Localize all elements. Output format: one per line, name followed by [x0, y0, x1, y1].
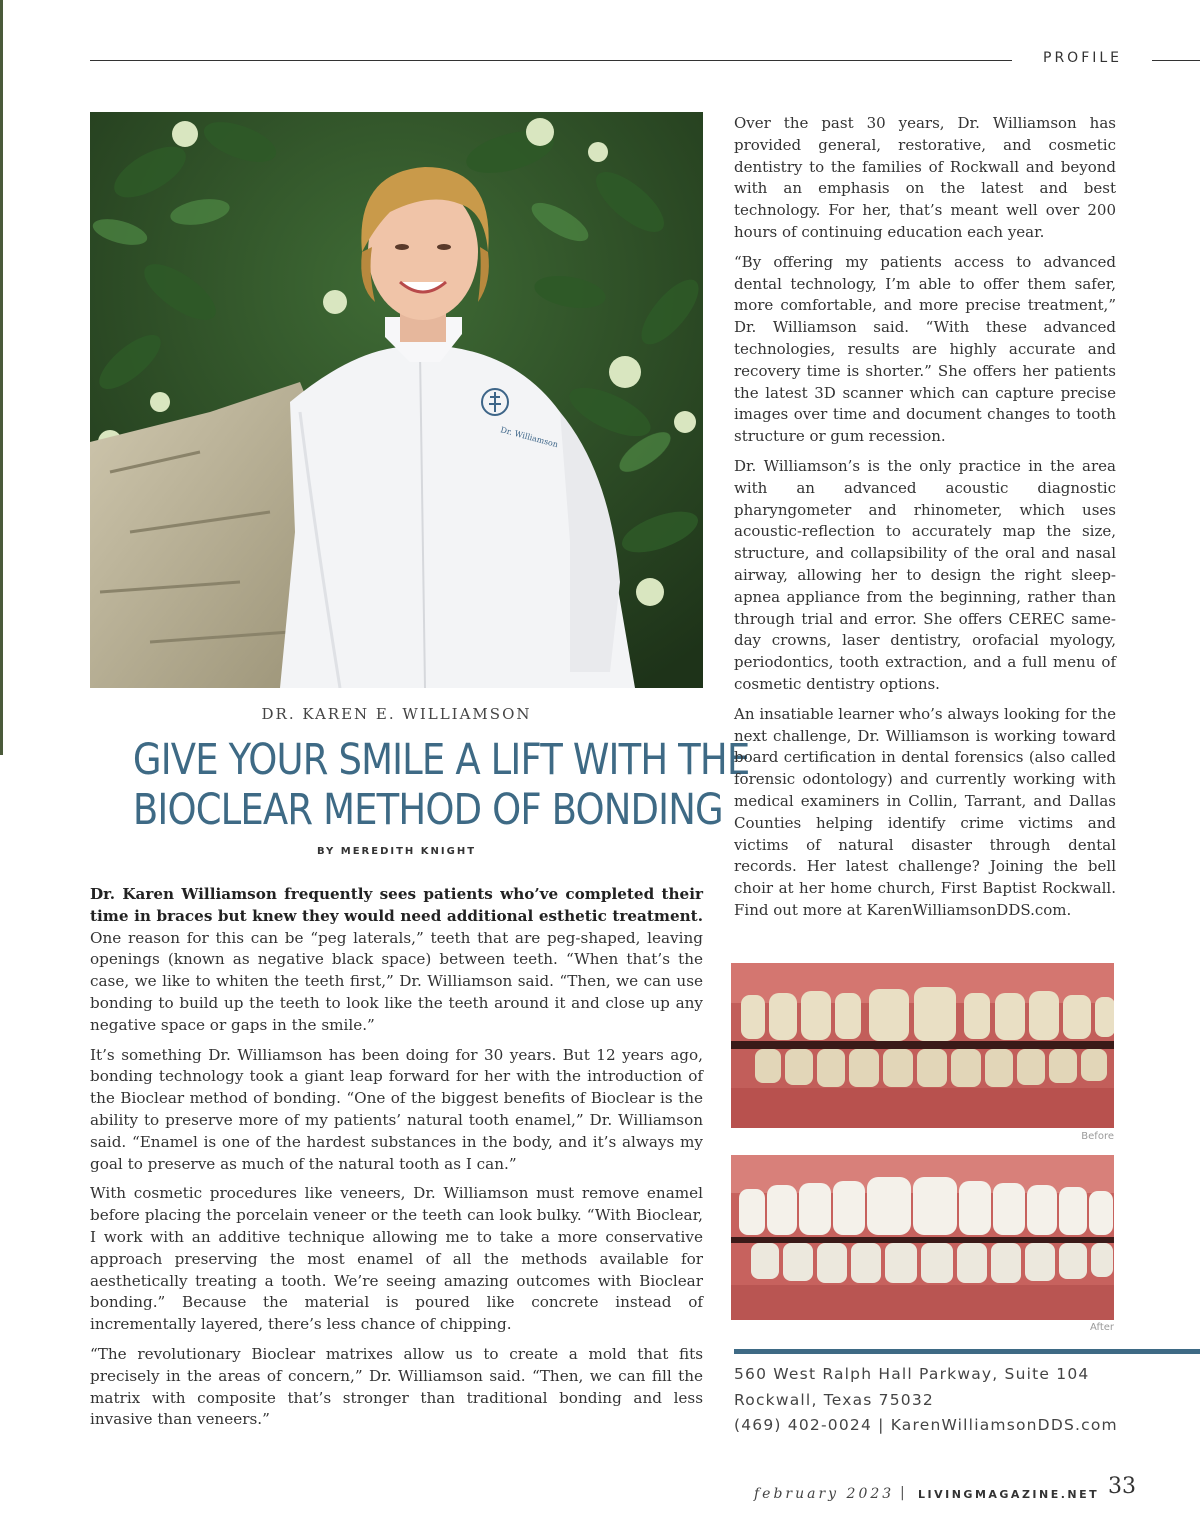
- contact-divider: [734, 1349, 1200, 1354]
- contact-block: [734, 1362, 1174, 1439]
- after-label: After: [1089, 1322, 1114, 1333]
- section-label: PROFILE: [1043, 50, 1123, 66]
- page-number: 33: [1108, 1474, 1136, 1499]
- photo-caption: DR. KAREN E. WILLIAMSON: [261, 705, 532, 723]
- address-line-2: Rockwall, Texas 75032: [734, 1390, 934, 1409]
- paragraph: Over the past 30 years, Dr. Williamson has provided general, restorative, and cosmetic dentistry to the families of Rockwall and beyond with an emphasis on the latest and best technology. For her, that’s meant well over 200 hours of continuing education each year.: [734, 114, 1116, 241]
- article-body-right: [734, 113, 1116, 930]
- article-headline: [132, 735, 750, 835]
- paragraph: An insatiable learner who’s always looking for the next challenge, Dr. Williamson is working toward board certification in dental forensics (also called forensic odontology) and currently working with medical examiners in Collin, Tarrant, and Dallas Counties helping identify crime victims and victims of natural disaster through dental records. Her latest challenge? Joining the bell choir at her home church, First Baptist Rockwall. Find out more at KarenWilliamsonDDS.com.: [734, 704, 1116, 919]
- byline: BY MEREDITH KNIGHT: [316, 846, 477, 857]
- paragraph: [90, 884, 703, 1037]
- header-rule-right: [1152, 60, 1200, 61]
- paragraph: Dr. Williamson’s is the only practice in the area with an advanced acoustic diagnostic pharyngometer and rhinometer, which uses acoustic-reflection to accurately map the size, structure, and collapsibility of the oral and nasal airway, allowing her to design the right sleep-apnea appliance from the beginning, rather than through trial and error. She offers CEREC same-day crowns, laser dentistry, orofacial myology, periodontics, tooth extraction, and a full menu of cosmetic dentistry options.: [734, 456, 1116, 693]
- issue-date: february 2023: [754, 1486, 895, 1502]
- footer-separator: |: [900, 1485, 905, 1501]
- paragraph: It’s something Dr. Williamson has been doing for 30 years. But 12 years ago, bonding technology took a giant leap forward for her with the introduction of the Bioclear method of bonding. “One of the biggest benefits of Bioclear is the ability to preserve more of my patients’ natural tooth enamel,” Dr. Williamson said. “Enamel is one of the hardest substances in the body, and it’s always my goal to preserve as much of the natural tooth as I can.”: [90, 1045, 703, 1173]
- address-line-1: 560 West Ralph Hall Parkway, Suite 104: [734, 1365, 1090, 1383]
- paragraph-rest: One reason for this can be “peg laterals,” teeth that are peg-shaped, leaving openings (known as negative black space) between teeth. “When that’s the case, we like to whiten the teeth first,” Dr. Williamson said. “Then, we can use bonding to build up the teeth to look like the teeth around it and close up any negative space or gaps in the smile.”: [90, 928, 703, 1034]
- before-teeth-photo: [731, 963, 1114, 1128]
- header-rule: [90, 60, 1012, 61]
- page-edge-strip: [0, 0, 3, 755]
- page-footer: [740, 1484, 1140, 1508]
- headline-line-1: GIVE YOUR SMILE A LIFT WITH THE: [132, 735, 750, 785]
- paragraph: “The revolutionary Bioclear matrixes allow us to create a mold that fits precisely in the areas of concern,” Dr. Williamson said. “Then, we can fill the matrix with composite that’s stronger than traditional bonding and less invasive than veneers.”: [90, 1344, 703, 1429]
- after-teeth-photo: [731, 1155, 1114, 1320]
- article-body-left: [90, 884, 703, 1439]
- paragraph: “By offering my patients access to advanced dental technology, I’m able to offer them safer, more comfortable, and more precise treatment,” Dr. Williamson said. “With these advanced technologies, results are highly accurate and recovery time is shorter.” She offers her patients the latest 3D scanner which can capture precise images over time and document changes to tooth structure or gum recession.: [734, 252, 1116, 446]
- portrait-photo: [90, 112, 703, 688]
- headline-line-2: BIOCLEAR METHOD OF BONDING: [132, 785, 723, 835]
- coat-embroidery-text: Dr. Williamson: [499, 425, 559, 450]
- magazine-site: LIVINGMAGAZINE.NET: [918, 1488, 1100, 1501]
- lead-sentence: Dr. Karen Williamson frequently sees patients who’ve completed their time in braces but knew they would need additional esthetic treatment.: [90, 885, 703, 925]
- phone-and-website: (469) 402-0024 | KarenWilliamsonDDS.com: [734, 1416, 1118, 1434]
- before-label: Before: [1081, 1131, 1114, 1142]
- paragraph: With cosmetic procedures like veneers, Dr. Williamson must remove enamel before placing the porcelain veneer or the teeth can look bulky. “With Bioclear, I work with an additive technique allowing me to take a more conservative approach preserving the most enamel of all the methods available for aesthetically treating a tooth. We’re seeing amazing outcomes with Bioclear bonding.” Because the material is poured like concrete instead of incrementally layered, there’s less chance of chipping.: [90, 1184, 703, 1334]
